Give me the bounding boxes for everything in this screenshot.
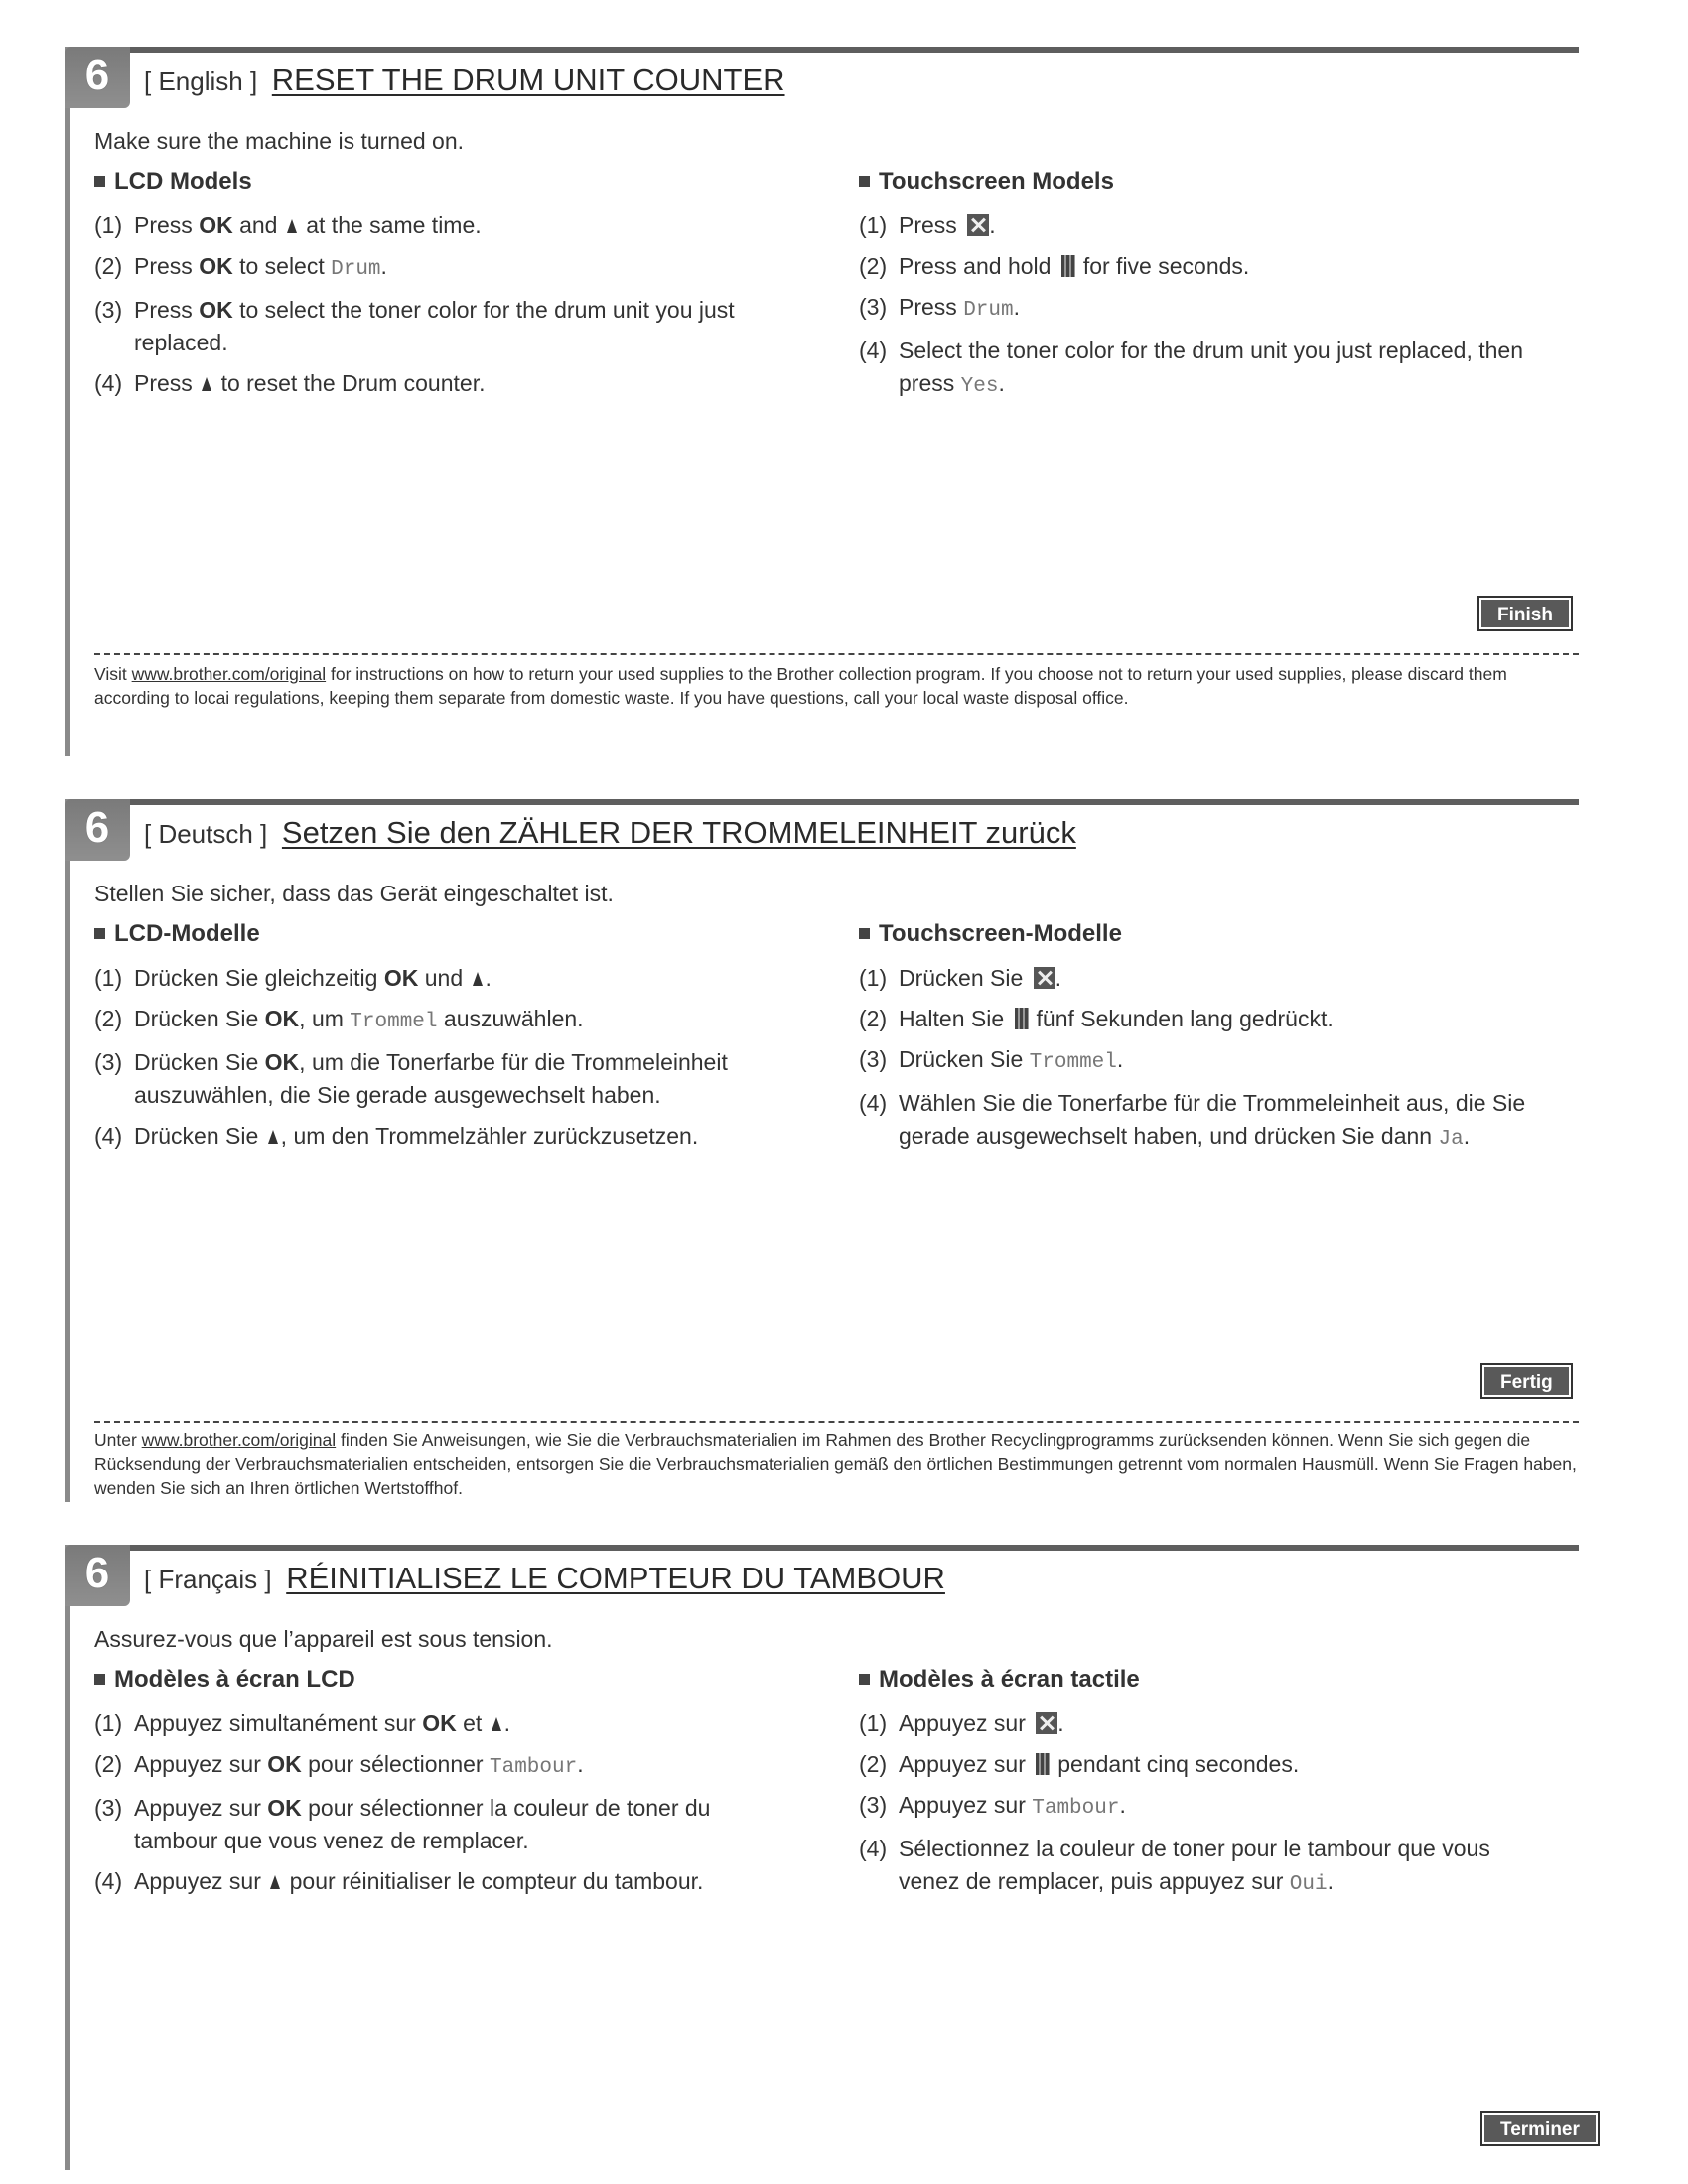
- up-arrow-icon: [473, 972, 483, 986]
- step-text: Drücken Sie: [134, 1049, 265, 1075]
- step-body: [134, 209, 789, 242]
- step-number: (3): [94, 1049, 123, 1075]
- lcd-models-column: [94, 920, 789, 1160]
- step-number: (1): [859, 965, 888, 991]
- bullet-square-icon: [859, 928, 870, 939]
- list-item: [859, 335, 1554, 403]
- step-number: (1): [94, 1710, 123, 1736]
- list-item: [94, 1003, 789, 1038]
- up-arrow-icon: [287, 219, 297, 233]
- step-text: .: [380, 253, 387, 279]
- list-item: [859, 962, 1554, 995]
- step-body: [134, 1865, 789, 1898]
- step-text: OK: [422, 1710, 457, 1736]
- step-text: Press: [134, 370, 200, 396]
- lcd-menu-text: Drum: [331, 258, 381, 281]
- list-item: [94, 1748, 789, 1784]
- step-text: Visit: [94, 664, 132, 684]
- step-text: OK: [264, 1006, 300, 1031]
- step-number-badge: 6: [65, 1545, 130, 1606]
- dashed-divider: [94, 1421, 1579, 1423]
- step-number: (3): [94, 297, 123, 323]
- section-english: [65, 47, 1579, 756]
- title-text: RÉINITIALISEZ LE COMPTEUR DU TAMBOUR: [286, 1561, 945, 1595]
- step-number-badge: 6: [65, 47, 130, 108]
- step-body: [899, 291, 1554, 327]
- step-number: (2): [94, 1751, 123, 1777]
- language-label: [ English ]: [144, 67, 258, 96]
- toner-drum-icon: [1036, 1753, 1050, 1775]
- step-number: (2): [859, 1751, 888, 1777]
- step-text: .: [998, 370, 1005, 396]
- step-text: Modèles à écran tactile: [879, 1666, 1140, 1693]
- step-text: LCD-Modelle: [114, 920, 260, 947]
- touchscreen-models-heading: [859, 920, 1554, 948]
- step-text: Appuyez simultanément sur: [134, 1710, 423, 1736]
- lcd-menu-text: Oui: [1289, 1873, 1328, 1896]
- step-number: (2): [94, 253, 123, 279]
- language-label: [ Deutsch ]: [144, 819, 268, 849]
- step-text: OK: [383, 965, 419, 991]
- step-number: (3): [859, 1792, 888, 1818]
- step-text: .: [1116, 1046, 1124, 1072]
- step-number: (1): [94, 965, 123, 991]
- lcd-models-column: [94, 168, 789, 408]
- list-item: [859, 1833, 1554, 1901]
- step-text: , um die Tonerfarbe für die Trommeleinheit auszuwählen, die Sie gerade ausgewechselt haben.: [134, 1049, 728, 1108]
- step-text: .: [577, 1751, 584, 1777]
- list-item: [859, 1748, 1554, 1781]
- step-body: [899, 1043, 1554, 1079]
- step-body: [899, 1003, 1554, 1035]
- step-number: (1): [94, 212, 123, 238]
- brother-link[interactable]: www.brother.com/original: [141, 1431, 337, 1450]
- step-text: for five seconds.: [1082, 253, 1250, 279]
- section-top-bar: [65, 47, 1579, 53]
- touchscreen-models-column: [859, 920, 1554, 1163]
- section-left-bar: [65, 47, 70, 756]
- step-text: Press: [899, 212, 964, 238]
- terminer-button[interactable]: Terminer: [1482, 2113, 1598, 2144]
- list-item: [859, 1087, 1554, 1156]
- step-text: Wählen Sie die Tonerfarbe für die Trommeleinheit aus, die Sie gerade ausgewechselt haben, und drücken Sie dann: [899, 1090, 1526, 1149]
- step-body: [899, 250, 1554, 283]
- step-text: Halten Sie: [899, 1006, 1011, 1031]
- step-text: Press and hold: [899, 253, 1057, 279]
- step-body: [134, 1003, 789, 1038]
- step-text: OK: [267, 1751, 302, 1777]
- step-number: (4): [859, 1836, 888, 1861]
- step-text: Appuyez sur: [134, 1751, 268, 1777]
- step-body: [899, 1087, 1554, 1156]
- step-text: und: [418, 965, 470, 991]
- step-text: LCD Models: [114, 168, 252, 195]
- step-body: [134, 1046, 789, 1112]
- toner-drum-icon: [1015, 1008, 1029, 1029]
- step-text: pour sélectionner: [301, 1751, 490, 1777]
- step-text: Select the toner color for the drum unit you just replaced, then press: [899, 338, 1524, 396]
- section-top-bar: [65, 799, 1579, 805]
- step-text: pour réinitialiser le compteur du tambour.: [283, 1868, 704, 1894]
- lcd-menu-text: Ja: [1438, 1128, 1464, 1151]
- step-text: Drücken Sie: [134, 1123, 265, 1149]
- section-francais: [65, 1545, 1579, 2170]
- lcd-menu-text: Drum: [963, 299, 1014, 322]
- step-text: Appuyez sur: [899, 1751, 1033, 1777]
- list-item: [94, 294, 789, 359]
- step-body: [899, 1748, 1554, 1781]
- list-item: [859, 1043, 1554, 1079]
- up-arrow-icon: [270, 1875, 280, 1889]
- step-number: (4): [859, 338, 888, 363]
- recycling-note: [94, 1429, 1584, 1500]
- lcd-models-heading: [94, 920, 789, 948]
- step-text: Appuyez sur: [134, 1795, 268, 1821]
- title-text: Setzen Sie den ZÄHLER DER TROMMELEINHEIT zurück: [281, 815, 1076, 850]
- list-item: [94, 1792, 789, 1857]
- intro-text: Stellen Sie sicher, dass das Gerät eingeschaltet ist.: [94, 881, 614, 906]
- step-text: pour sélectionner la couleur de toner du tambour que vous venez de remplacer.: [134, 1795, 711, 1853]
- step-text: Press: [899, 294, 964, 320]
- list-item: [859, 1003, 1554, 1035]
- bullet-square-icon: [859, 176, 870, 187]
- up-arrow-icon: [492, 1717, 501, 1731]
- step-text: .: [1463, 1123, 1471, 1149]
- step-number: (2): [94, 1006, 123, 1031]
- step-text: Modèles à écran LCD: [114, 1666, 355, 1693]
- title-text: RESET THE DRUM UNIT COUNTER: [271, 63, 785, 97]
- bullet-square-icon: [94, 928, 105, 939]
- step-body: [134, 962, 789, 995]
- close-x-icon: [1034, 967, 1055, 989]
- step-body: [899, 962, 1554, 995]
- step-number: (2): [859, 1006, 888, 1031]
- step-text: Touchscreen-Modelle: [879, 920, 1122, 947]
- step-text: to select: [232, 253, 332, 279]
- step-text: Appuyez sur: [134, 1868, 268, 1894]
- step-text: Unter: [94, 1431, 142, 1450]
- step-text: .: [485, 965, 492, 991]
- step-text: .: [989, 212, 996, 238]
- lcd-menu-text: Tambour: [1032, 1797, 1120, 1820]
- step-text: pendant cinq secondes.: [1057, 1751, 1300, 1777]
- step-body: [134, 294, 789, 359]
- step-text: Appuyez sur: [899, 1710, 1033, 1736]
- bullet-square-icon: [94, 1674, 105, 1685]
- step-text: Drücken Sie gleichzeitig: [134, 965, 384, 991]
- step-body: [134, 1120, 789, 1153]
- step-text: Press: [134, 212, 200, 238]
- section-title: [144, 1561, 945, 1596]
- step-text: Drücken Sie: [899, 965, 1030, 991]
- close-x-icon: [967, 214, 989, 236]
- step-number: (4): [859, 1090, 888, 1116]
- lcd-menu-text: Trommel: [350, 1011, 438, 1033]
- list-item: [859, 1789, 1554, 1825]
- up-arrow-icon: [268, 1130, 278, 1144]
- step-text: .: [1327, 1868, 1334, 1894]
- lcd-models-heading: [94, 1666, 789, 1694]
- step-number: (4): [94, 1123, 123, 1149]
- list-item: [859, 250, 1554, 283]
- step-text: , um: [299, 1006, 351, 1031]
- step-text: auszuwählen.: [437, 1006, 584, 1031]
- step-text: for instructions on how to return your used supplies to the Brother collection program. If you choose not to return your used supplies, please discard them according to locai regulations, keeping them separate from domestic waste. If you have questions, call your local waste disposal office.: [94, 664, 1507, 708]
- list-item: [94, 1707, 789, 1740]
- fertig-button[interactable]: Fertig: [1482, 1365, 1571, 1397]
- step-text: to select the toner color for the drum unit you just replaced.: [134, 297, 735, 355]
- list-item: [94, 250, 789, 286]
- section-left-bar: [65, 1545, 70, 2170]
- toner-drum-icon: [1061, 255, 1075, 277]
- step-text: Drücken Sie: [134, 1006, 265, 1031]
- list-item: [94, 367, 789, 400]
- step-body: [134, 1748, 789, 1784]
- step-text: Press: [134, 253, 200, 279]
- step-body: [134, 1792, 789, 1857]
- touchscreen-models-heading: [859, 168, 1554, 196]
- dashed-divider: [94, 653, 1579, 655]
- step-number: (3): [94, 1795, 123, 1821]
- recycling-note: [94, 662, 1584, 710]
- step-body: [899, 335, 1554, 403]
- step-number: (1): [859, 1710, 888, 1736]
- step-text: to reset the Drum counter.: [214, 370, 486, 396]
- step-body: [899, 1833, 1554, 1901]
- step-body: [899, 209, 1554, 242]
- step-number: (3): [859, 1046, 888, 1072]
- step-text: OK: [199, 297, 233, 323]
- step-text: .: [1057, 1710, 1064, 1736]
- section-top-bar: [65, 1545, 1579, 1551]
- finish-button[interactable]: Finish: [1479, 598, 1571, 629]
- step-text: OK: [267, 1795, 302, 1821]
- step-text: OK: [199, 253, 233, 279]
- step-text: at the same time.: [299, 212, 482, 238]
- step-number: (2): [859, 253, 888, 279]
- step-text: fünf Sekunden lang gedrückt.: [1036, 1006, 1334, 1031]
- list-item: [859, 209, 1554, 242]
- step-number: (4): [94, 370, 123, 396]
- list-item: [859, 291, 1554, 327]
- step-text: et: [456, 1710, 489, 1736]
- close-x-icon: [1036, 1712, 1057, 1734]
- language-label: [ Français ]: [144, 1565, 272, 1594]
- section-title: [144, 63, 785, 98]
- step-body: [134, 1707, 789, 1740]
- step-body: [899, 1707, 1554, 1740]
- brother-link[interactable]: www.brother.com/original: [131, 664, 327, 684]
- list-item: [94, 962, 789, 995]
- step-text: and: [232, 212, 284, 238]
- bullet-square-icon: [859, 1674, 870, 1685]
- step-number: (4): [94, 1868, 123, 1894]
- step-text: .: [503, 1710, 511, 1736]
- intro-text: Assurez-vous que l’appareil est sous tension.: [94, 1626, 553, 1652]
- intro-text: Make sure the machine is turned on.: [94, 128, 465, 154]
- step-text: Sélectionnez la couleur de toner pour le tambour que vous venez de remplacer, puis appuyez sur: [899, 1836, 1490, 1894]
- list-item: [94, 209, 789, 242]
- step-text: OK: [199, 212, 233, 238]
- list-item: [94, 1120, 789, 1153]
- section-deutsch: [65, 799, 1579, 1502]
- lcd-menu-text: Trommel: [1029, 1051, 1117, 1074]
- step-text: Touchscreen Models: [879, 168, 1114, 195]
- touchscreen-models-column: [859, 168, 1554, 411]
- lcd-models-column: [94, 1666, 789, 1906]
- step-text: finden Sie Anweisungen, wie Sie die Verbrauchsmaterialien im Rahmen des Brother Recyclingprogramms zurücksenden können. Wenn Sie sich gegen die Rücksendung der Verbrauchsmaterialien entscheiden, entsorgen Sie die Verbrauchsmaterialien gemäß den örtlichen Bestimmungen getrennt vom normalen Hausmüll. Wenn Sie Fragen haben, wenden Sie sich an Ihren örtlichen Wertstoffhof.: [94, 1431, 1577, 1498]
- step-number: (1): [859, 212, 888, 238]
- step-text: .: [1055, 965, 1062, 991]
- list-item: [94, 1046, 789, 1112]
- step-number: (3): [859, 294, 888, 320]
- touchscreen-models-heading: [859, 1666, 1554, 1694]
- step-text: Drücken Sie: [899, 1046, 1030, 1072]
- step-number-badge: 6: [65, 799, 130, 861]
- step-text: .: [1119, 1792, 1126, 1818]
- list-item: [859, 1707, 1554, 1740]
- section-title: [144, 815, 1076, 851]
- step-body: [134, 367, 789, 400]
- step-text: Press: [134, 297, 200, 323]
- step-body: [134, 250, 789, 286]
- step-text: OK: [264, 1049, 300, 1075]
- bullet-square-icon: [94, 176, 105, 187]
- list-item: [94, 1865, 789, 1898]
- step-body: [899, 1789, 1554, 1825]
- step-text: .: [1013, 294, 1020, 320]
- touchscreen-models-column: [859, 1666, 1554, 1909]
- step-text: Appuyez sur: [899, 1792, 1033, 1818]
- up-arrow-icon: [202, 377, 211, 391]
- lcd-menu-text: Tambour: [489, 1756, 578, 1779]
- step-text: , um den Trommelzähler zurückzusetzen.: [280, 1123, 699, 1149]
- lcd-menu-text: Yes: [960, 375, 999, 398]
- section-left-bar: [65, 799, 70, 1502]
- lcd-models-heading: [94, 168, 789, 196]
